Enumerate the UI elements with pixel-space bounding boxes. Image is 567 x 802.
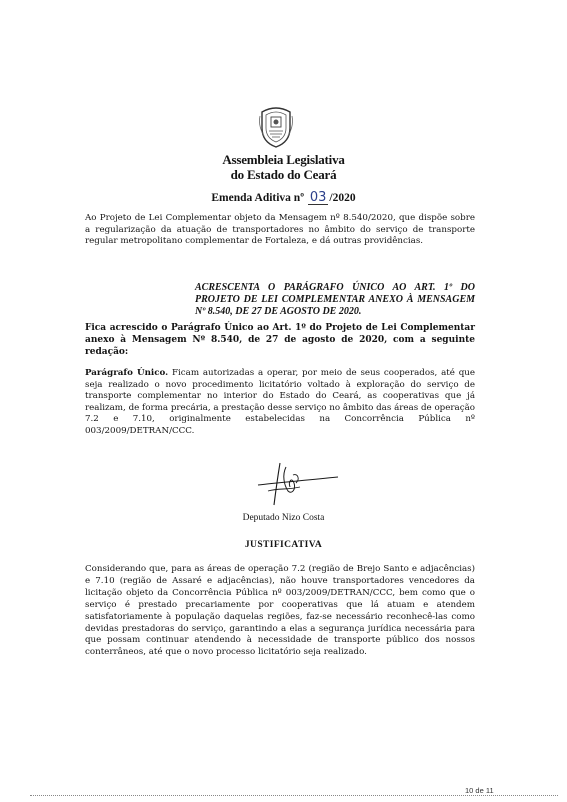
- signatory-name: Deputado Nizo Costa: [242, 513, 325, 523]
- institution-name-line1: Assembleia Legislativa: [222, 152, 345, 167]
- page-number: 10 de 11: [465, 786, 494, 795]
- amendment-prefix: Emenda Aditiva nº: [211, 192, 304, 204]
- state-coat-of-arms-icon: [258, 104, 294, 148]
- paragrafo-unico-text: Ficam autorizadas a operar, por meio de seus cooperados, até que seja realizado o novo procedimento licitatório voltado à exploração do serviço de transporte complementar no interior do Estado do Ceará, as cooperativas que já realizam, de forma precária, a prestação desse serviço no âmbito das áreas de operação 7.2 e 7.10, originalmente estabelecidas na Concorrência Pública nº 003/2009/DETRAN/CCC.: [85, 368, 475, 436]
- justification-title: JUSTIFICATIVA: [244, 540, 323, 550]
- amendment-title: [0, 192, 567, 205]
- amendment-number: 03: [309, 190, 327, 205]
- intro-paragraph: Ao Projeto de Lei Complementar objeto da Mensagem nº 8.540/2020, que dispõe sobre a regularização da atuação de transportadores no âmbito do serviço de transporte regular metropolitano complementar de Fortaleza, e dá outras providências.: [85, 213, 475, 247]
- ementa-text: ACRESCENTA O PARÁGRAFO ÚNICO AO ART. 1º DO PROJETO DE LEI COMPLEMENTAR ANEXO À MENSAGEM Nº 8.540, DE 27 DE AGOSTO DE 2020.: [195, 282, 475, 317]
- footer-divider: [30, 795, 558, 796]
- justification-text: Considerando que, para as áreas de operação 7.2 (região de Brejo Santo e adjacências) e 7.10 (região de Assaré e adjacências), não houve transportadores vencedores da licitação objeto da Concorrência Pública nº 003/2009/DETRAN/CCC, bem como que o serviço é prestado precariamente por cooperativas que lá atuam e atendem satisfatoriamente à população daquelas regiões, faz-se necessário reconhecê-las como devidas prestadoras do serviço, garantindo a elas a segurança jurídica necessária para que possam continuar atendendo à necessidade de transporte público dos nossos conterrâneos, até que o novo processo licitatório seja realizado.: [85, 564, 475, 658]
- fica-paragraph: Fica acrescido o Parágrafo Único ao Art. 1º do Projeto de Lei Complementar anexo à Mensagem Nº 8.540, de 27 de agosto de 2020, com a seguinte redação:: [85, 323, 475, 357]
- handwritten-signature: [238, 455, 348, 510]
- paragrafo-unico: [85, 368, 475, 438]
- amendment-year: /2020: [329, 192, 356, 204]
- institution-name-line2: do Estado do Ceará: [230, 167, 337, 182]
- paragrafo-unico-label: Parágrafo Único.: [85, 368, 169, 378]
